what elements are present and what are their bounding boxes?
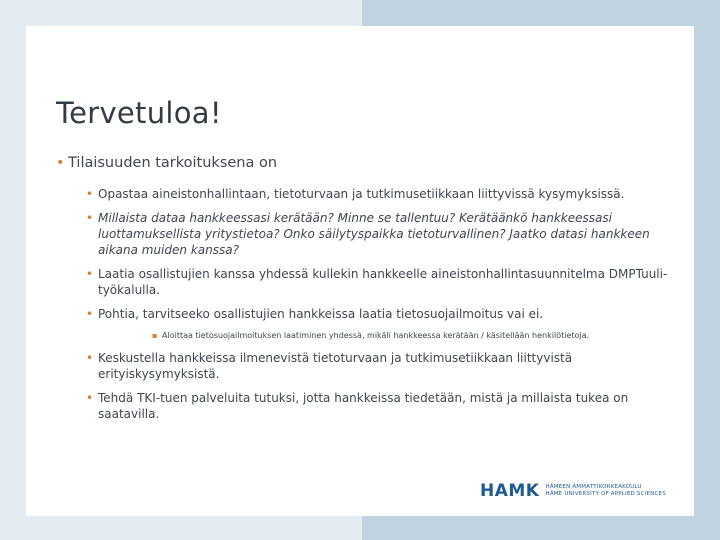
list-item [86,350,676,382]
list-item-text: Opastaa aineistonhallintaan, tietoturvaan ja tutkimusetiikkaan liittyvissä kysymyksissä. [98,187,625,201]
slide [26,26,694,516]
list-item [86,306,676,322]
bullet-icon: • [86,267,94,281]
list-item-text: Tehdä TKI-tuen palveluita tutuksi, jotta hankkeissa tiedetään, mistä ja millaista tukea on saatavilla. [98,391,629,421]
bullet-icon: • [86,307,94,321]
list-item-text: Pohtia, tarvitseeko osallistujien hankkeissa laatia tietosuojailmoitus vai ei. [98,307,544,321]
intro-item [56,154,676,172]
list-item-text: Millaista dataa hankkeessasi kerätään? Minne se tallentuu? Kerätäänkö hankkeessasi luottamuksellista yritystietoa? Onko säilytyspaikka tietoturvallinen? Jaatko datasi hankkeen aikana muiden kanssa? [98,211,650,257]
sub-list-item-text: Aloittaa tietosuojailmoituksen laatiminen yhdessä, mikäli hankkeessa kerätään / käsitellään henkilötietoja. [162,331,590,340]
logo-subtitle [545,484,665,498]
bullet-icon: ▪ [152,331,158,340]
logo-wordmark: HAMK [480,481,540,501]
list-item [86,390,676,422]
bullet-icon: • [56,155,65,171]
hamk-logo [480,481,680,501]
logo-subtitle-line2: HÄME UNIVERSITY OF APPLIED SCIENCES [545,491,666,497]
bullet-icon: • [86,351,94,365]
list-item-text: Keskustella hankkeissa ilmenevistä tietoturvaan ja tutkimusetiikkaan liittyvistä erityiskysymyksistä. [98,351,573,381]
slide-content [56,154,676,430]
list-item-text: Laatia osallistujien kanssa yhdessä kullekin hankkeelle aineistonhallintasuunnitelma DMPTuuli-työkalulla. [98,267,668,297]
logo-subtitle-line1: HÄMEEN AMMATTIKORKEAKOULU [545,484,642,490]
bullet-icon: • [86,211,94,225]
list-item [86,210,676,258]
bullet-icon: • [86,187,94,201]
list-item [86,266,676,298]
intro-text: Tilaisuuden tarkoituksena on [68,155,278,171]
sub-list-item [152,330,676,342]
bullet-icon: • [86,391,94,405]
list-item [86,186,676,202]
slide-title: Tervetuloa! [56,96,222,130]
